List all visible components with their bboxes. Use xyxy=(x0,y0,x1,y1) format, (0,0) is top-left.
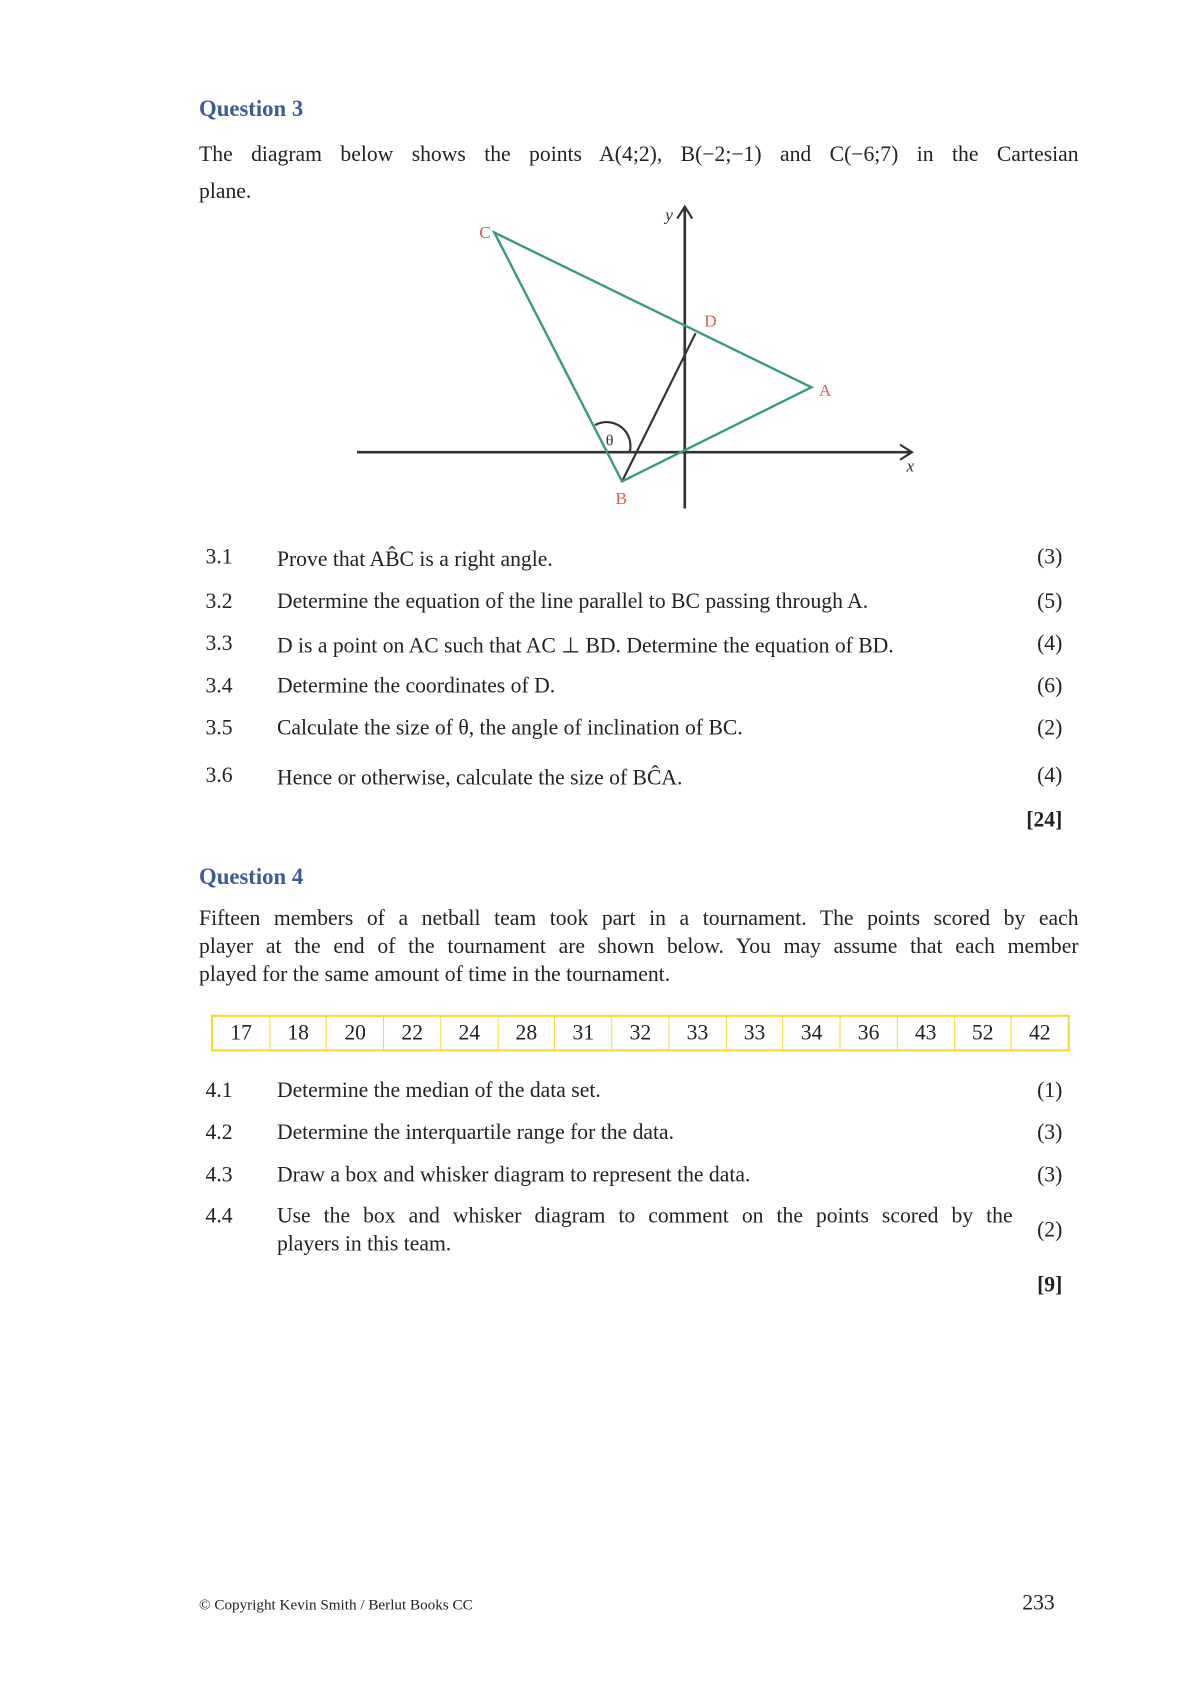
item-4-3: Draw a box and whisker diagram to represent the data. xyxy=(276,1162,751,1187)
item-4-1: Determine the median of the data set. xyxy=(276,1078,601,1103)
question-4-total: [9] xyxy=(1037,1273,1063,1298)
data-cell: 34 xyxy=(784,1017,841,1049)
data-table xyxy=(211,1015,1070,1052)
label-B: B xyxy=(615,489,628,509)
question-4-intro: Fifteen members of a netball team took part in a tournament. The points scored by each player at the end of the tournament are shown below. You may assume that each member played for the same amount of time in the tournament. xyxy=(199,906,1079,987)
question-3-title: Question 3 xyxy=(199,95,304,122)
label-D: D xyxy=(704,311,717,331)
data-cell: 33 xyxy=(727,1017,784,1049)
item-3-5: Calculate the size of θ, the angle of inclination of BC. xyxy=(276,716,743,740)
label-y: y xyxy=(665,205,673,225)
question-3-intro: The diagram below shows the points A(4;2), B(−2;−1) and C(−6;7) in the Cartesian plane. xyxy=(199,142,1079,204)
data-cell: 36 xyxy=(841,1017,898,1049)
cartesian-diagram xyxy=(0,0,1190,541)
copyright: © Copyright Kevin Smith / Berlut Books CC xyxy=(199,1597,473,1615)
item-3-6: Hence or otherwise, calculate the size of BĈA. xyxy=(276,765,683,790)
data-cell: 20 xyxy=(327,1017,384,1049)
data-cell: 31 xyxy=(555,1017,612,1049)
item-3-4: Determine the coordinates of D. xyxy=(276,673,556,698)
data-cell: 33 xyxy=(669,1017,726,1049)
question-3-total: [24] xyxy=(1026,808,1063,832)
item-3-1: Prove that AB̂C is a right angle. xyxy=(276,547,553,572)
label-C: C xyxy=(479,222,491,242)
data-cell: 43 xyxy=(898,1017,955,1049)
data-cell: 42 xyxy=(1028,1021,1051,1046)
triangle-ABC xyxy=(494,233,811,482)
page-number: 233 xyxy=(1022,1591,1055,1616)
data-cell: 52 xyxy=(955,1017,1012,1049)
label-x: x xyxy=(906,456,915,476)
item-4-2: Determine the interquartile range for the data. xyxy=(276,1120,675,1145)
question-4-title: Question 4 xyxy=(199,863,304,890)
data-cell: 24 xyxy=(441,1017,498,1049)
item-3-3: D is a point on AC such that AC ⊥ BD. Determine the equation of BD. xyxy=(276,633,894,658)
item-3-2: Determine the equation of the line parallel to BC passing through A. xyxy=(276,589,869,614)
data-cell: 17 xyxy=(213,1017,270,1049)
data-cell: 32 xyxy=(612,1017,669,1049)
label-A: A xyxy=(818,380,832,400)
item-4-4: Use the box and whisker diagram to comment on the points scored by the xyxy=(276,1204,1013,1228)
data-cell: 28 xyxy=(498,1017,555,1049)
data-cell: 18 xyxy=(270,1017,327,1049)
theta-label: θ xyxy=(605,431,614,450)
data-cell: 22 xyxy=(384,1017,441,1049)
document-page: Question 3 The diagram below shows the points A(4;2), B(−2;−1) and C(−6;7) in the Cartesian plane. θ C D A B y x 3.1 Prove that AB̂C is a right angle. (3) 3.2 Determine the equation of the line parallel to BC passing through A. (5) 3.3 D is a point on AC such that AC ⊥ BD. Determine the equation of BD. (4) 3.4 Determine the coordinates of D. (6) 3.5 Calculate the size of θ, the angle of inclination of BC. (2) 3.6 Hence or otherwise, calculate the size of BĈA. (4) [24] Question 4 Fifteen members of a netball team took part in a tournament. The points scored by each player at the end of the tournament are shown below. You may assume that each member played for the same amount of time in the tournament. 17 18 20 22 24 28 31 32 33 33 34 36 43 52 42 4.1 Determine the median of the data set. (1) 4.2 Determine the interquartile range for the data. (3) 4.3 Draw a box and whisker diagram to represent the data. (3) 4.4 Use the box and whisker diagram to comment on the points scored by the players in this team. (2) [9] © Copyright Kevin Smith / Berlut Books CC 233 xyxy=(0,0,1190,1683)
